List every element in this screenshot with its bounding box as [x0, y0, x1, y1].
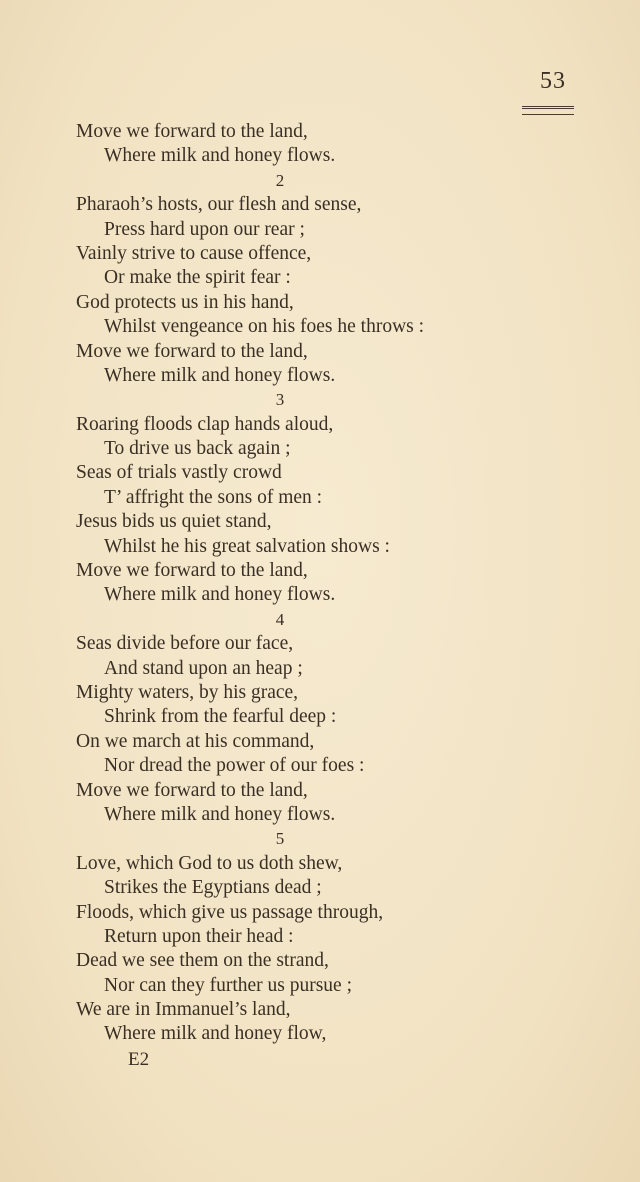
- verse-line-indented: Where milk and honey flows.: [104, 803, 336, 825]
- verse-line: Move we forward to the land,: [76, 779, 308, 801]
- verse-line-indented: Where milk and honey flow,: [104, 1023, 327, 1045]
- verse-line-indented: And stand upon an heap ;: [104, 657, 303, 679]
- verse-line-indented: Or make the spirit fear :: [104, 267, 291, 289]
- verse-line-indented: Where milk and honey flows.: [104, 364, 336, 386]
- verse-line-indented: To drive us back again ;: [104, 438, 291, 460]
- verse-line-indented: Return upon their head :: [104, 925, 294, 947]
- verse-line: Mighty waters, by his grace,: [76, 681, 299, 703]
- hymn-text: [76, 120, 596, 1047]
- verse-line: Dead we see them on the strand,: [76, 950, 329, 972]
- verse-line-indented: T’ affright the sons of men :: [104, 486, 323, 508]
- stanza-number: 3: [275, 390, 285, 410]
- stanza-number: 5: [275, 829, 285, 849]
- verse-line: We are in Immanuel’s land,: [76, 999, 291, 1021]
- verse-line: Roaring floods clap hands aloud,: [76, 413, 334, 435]
- page-number: 53: [540, 68, 566, 94]
- verse-line-indented: Strikes the Egyptians dead ;: [104, 877, 322, 899]
- verse-line: Seas divide before our face,: [76, 633, 294, 655]
- verse-line-indented: Press hard upon our rear ;: [104, 218, 305, 240]
- verse-line: Floods, which give us passage through,: [76, 901, 384, 923]
- verse-line: Vainly strive to cause offence,: [76, 242, 312, 264]
- stanza-number: 4: [275, 609, 285, 629]
- verse-line: Pharaoh’s hosts, our flesh and sense,: [76, 194, 362, 216]
- verse-line: Move we forward to the land,: [76, 560, 308, 582]
- verse-line: Move we forward to the land,: [76, 340, 308, 362]
- verse-line-indented: Whilst he his great salvation shows :: [104, 535, 390, 557]
- verse-line-indented: Nor dread the power of our foes :: [104, 755, 365, 777]
- verse-line-indented: Whilst vengeance on his foes he throws :: [104, 316, 425, 338]
- verse-line-indented: Shrink from the fearful deep :: [104, 706, 337, 728]
- verse-line-indented: Nor can they further us pursue ;: [104, 974, 353, 996]
- verse-line: God protects us in his hand,: [76, 291, 294, 313]
- verse-line: Seas of trials vastly crowd: [76, 462, 282, 484]
- verse-line: Jesus bids us quiet stand,: [76, 511, 272, 533]
- signature-mark: E2: [128, 1049, 150, 1070]
- header-rule-thin: [522, 114, 574, 115]
- header-rule: [522, 106, 574, 109]
- stanza-number: 2: [275, 170, 285, 190]
- verse-line: On we march at his command,: [76, 730, 315, 752]
- verse-line: Love, which God to us doth shew,: [76, 852, 343, 874]
- verse-line-indented: Where milk and honey flows.: [104, 145, 336, 167]
- verse-line-indented: Where milk and honey flows.: [104, 584, 336, 606]
- verse-line: Move we forward to the land,: [76, 121, 308, 142]
